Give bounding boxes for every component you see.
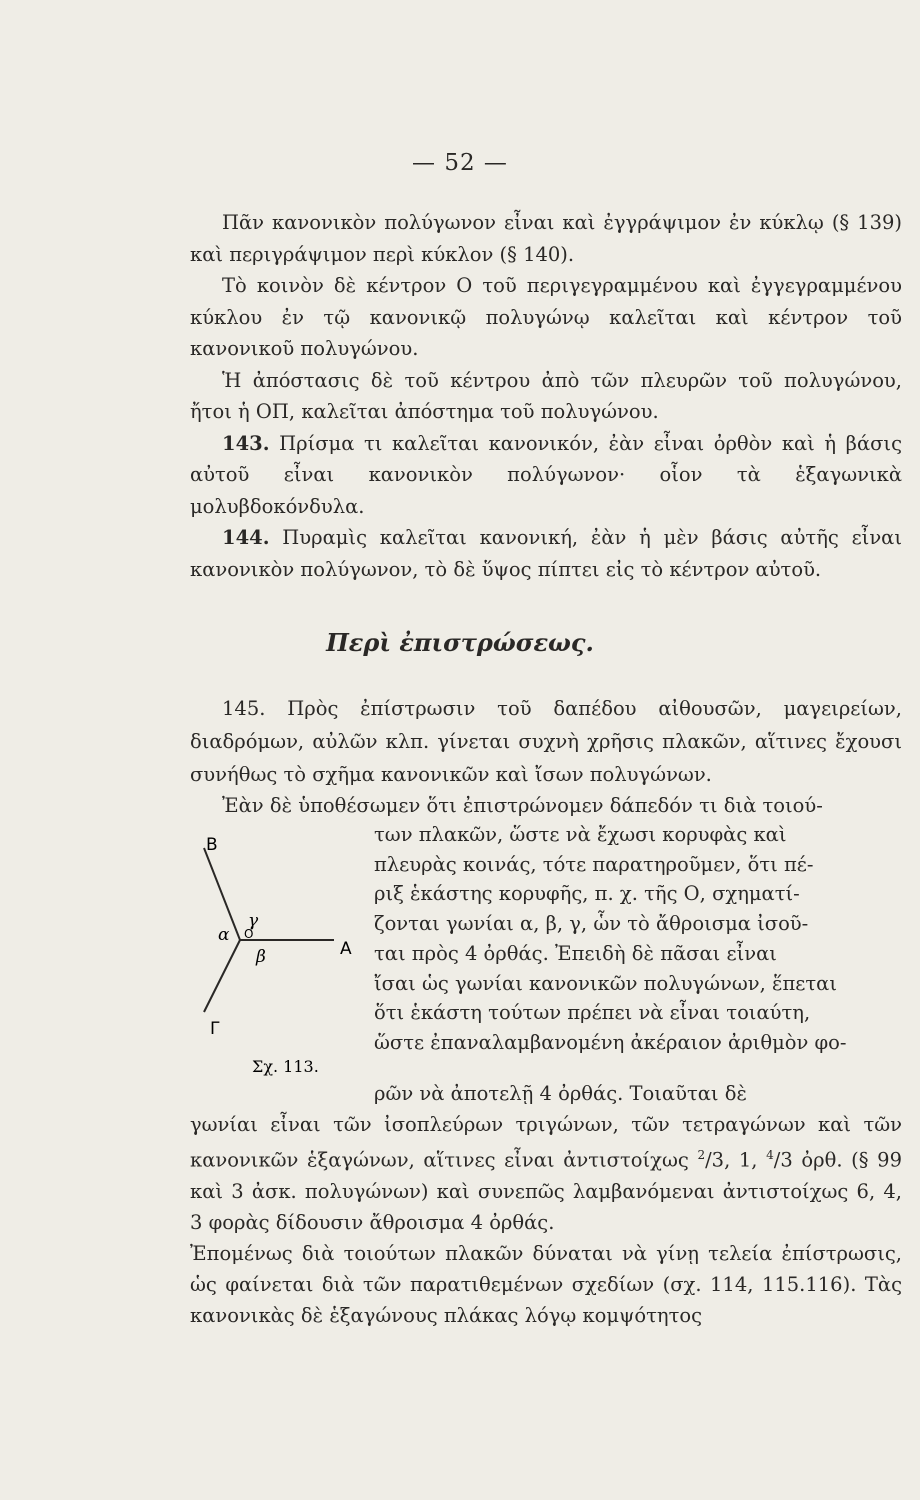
wrap-intro-line: Ἐὰν δὲ ὑποθέσωμεν ὅτι ἐπιστρώνομεν δάπεδόν τι διὰ τοιού-: [222, 794, 823, 817]
wrap-line-5: ται πρὸς 4 ὀρθάς. Ἐπειδὴ δὲ πᾶσαι εἶναι: [374, 941, 777, 965]
lower-text-a: γωνίαι εἶναι τῶν ἰσοπλεύρων τριγώνων, τῶν τετραγώνων καὶ τῶν κανονικῶν ἑξαγώνων, αἵτινες εἶναι ἀντιστοίχως: [190, 1113, 902, 1172]
lower-paragraph-1: [190, 1109, 902, 1238]
section-144: [190, 522, 902, 585]
figure-113: [192, 822, 362, 1084]
section-145: [190, 692, 902, 791]
page-number: — 52 —: [412, 150, 508, 176]
section-number: 145.: [222, 697, 266, 720]
section-text: Πρίσμα τι καλεῖται κανονικόν, ἐὰν εἶναι ὀρθὸν καὶ ἡ βάσις αὐτοῦ εἶναι κανονικὸν πολύγωνον· οἷον τὰ ἑξαγωνικὰ μολυβδοκόνδυλα.: [190, 431, 902, 518]
wrap-intro: [190, 790, 902, 822]
wrap-line-3: ριξ ἑκάστης κορυφῆς, π. χ. τῆς Ο, σχηματί-: [374, 882, 800, 906]
lower-text-block: [190, 1078, 902, 1331]
wrap-text-block: [374, 820, 902, 1058]
fraction-2-numerator: 4: [766, 1148, 774, 1162]
label-O: Ο: [244, 927, 254, 941]
label-gamma: γ: [248, 911, 259, 931]
section-text: Πυραμὶς καλεῖται κανονική, ἐὰν ἡ μὲν βάσις αὐτῆς εἶναι κανονικὸν πολύγωνον, τὸ δὲ ὕψος πίπτει εἰς τὸ κέντρον αὐτοῦ.: [190, 526, 902, 581]
wrap-line-2: πλευρὰς κοινάς, τότε παρατηροῦμεν, ὅτι πέ-: [374, 852, 814, 876]
fraction-1-denominator: /3: [705, 1148, 725, 1172]
section-text: Πρὸς ἐπίστρωσιν τοῦ δαπέδου αἰθουσῶν, μαγειρείων, διαδρόμων, αὐλῶν κλπ. γίνεται συχνὴ χρῆσις πλακῶν, αἵτινες ἔχουσι συνήθως τὸ σχῆμα κανονικῶν καὶ ἴσων πολυγώνων.: [190, 697, 902, 786]
lower-first-line: ρῶν νὰ ἀποτελῇ 4 ὀρθάς. Τοιαῦται δὲ: [374, 1082, 747, 1105]
paragraph-3: Ἡ ἀπόστασις δὲ τοῦ κέντρου ἀπὸ τῶν πλευρῶν τοῦ πολυγώνου, ἤτοι ἡ ΟΠ, καλεῖται ἀπόστημα τοῦ πολυγώνου.: [190, 368, 902, 423]
figure-caption: Σχ. 113.: [252, 1057, 319, 1076]
paragraph-2: Τὸ κοινὸν δὲ κέντρον Ο τοῦ περιγεγραμμένου καὶ ἐγγεγραμμένου κύκλου ἐν τῷ κανονικῷ πολυγώνῳ καλεῖται καὶ κέντρον τοῦ κανονικοῦ πολυγώνου.: [190, 274, 902, 360]
label-G: Γ: [210, 1019, 220, 1039]
label-B: Β: [206, 835, 218, 855]
fraction-1-numerator: 2: [697, 1148, 706, 1162]
label-A: Α: [340, 939, 352, 959]
wrap-line-1: των πλακῶν, ὥστε νὰ ἔχωσι κορυφὰς καὶ: [374, 823, 787, 846]
label-beta: β: [256, 947, 266, 967]
label-alpha: α: [218, 925, 230, 945]
lower-paragraph-2: Ἐπομένως διὰ τοιούτων πλακῶν δύναται νὰ γίνῃ τελεία ἐπίστρωσις, ὡς φαίνεται διὰ τῶν παρατιθεμένων σχεδίων (σχ. 114, 115.116). Τὰς κανονικὰς δὲ ἑξαγώνους πλάκας λόγῳ κομψότητος: [190, 1241, 902, 1327]
top-text-block: [190, 207, 902, 585]
wrap-line-6: ἴσαι ὡς γωνίαι κανονικῶν πολυγώνων, ἕπεται: [374, 971, 837, 995]
ray-OG: [204, 940, 240, 1012]
section-143: [190, 428, 902, 523]
section-145-block: [190, 692, 902, 791]
section-heading: Περὶ ἐπιστρώσεως.: [326, 628, 594, 657]
section-number: 143.: [222, 431, 270, 455]
wrap-line-8: ὥστε ἐπαναλαμβανομένη ἀκέραιον ἀριθμὸν φο-: [374, 1030, 847, 1054]
section-number: 144.: [222, 526, 270, 549]
fraction-2-denominator: /3: [773, 1148, 793, 1172]
lower-text-b: , 1,: [724, 1148, 767, 1172]
paragraph-1: Πᾶν κανονικὸν πολύγωνον εἶναι καὶ ἐγγράψιμον ἐν κύκλῳ (§ 139) καὶ περιγράψιμον περὶ κύκλον (§ 140).: [190, 211, 902, 266]
wrap-line-7: ὅτι ἑκάστη τούτων πρέπει νὰ εἶναι τοιαύτη,: [374, 1001, 811, 1025]
lower-text-c: ὀρθ. (§ 99 καὶ 3 ἀσκ. πολυγώνων) καὶ συνεπῶς λαμβανόμεναι ἀντιστοίχως 6, 4, 3 φορὰς δίδουσιν ἄθροισμα 4 ὀρθάς.: [190, 1148, 902, 1234]
wrap-line-4: ζονται γωνίαι α, β, γ, ὧν τὸ ἄθροισμα ἰσοῦ-: [374, 912, 809, 936]
